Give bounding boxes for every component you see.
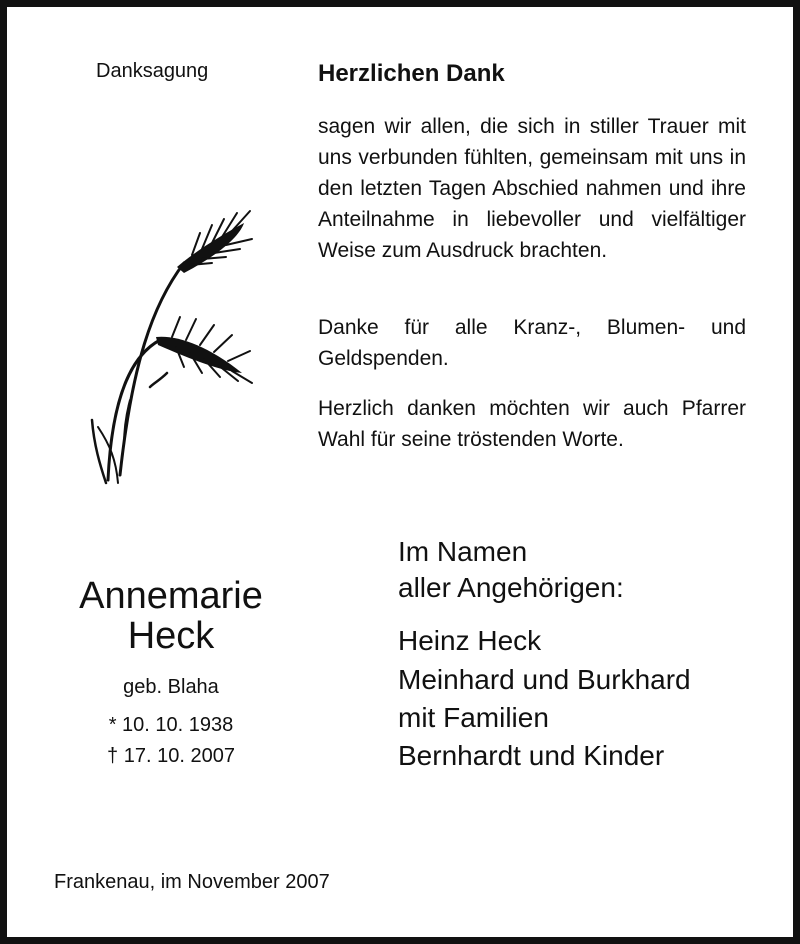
- notice-kicker: Danksagung: [96, 60, 209, 82]
- deceased-death-date: † 17. 10. 2007: [107, 745, 235, 767]
- family-intro-line-1: Im Namen: [398, 536, 528, 567]
- place-date-footer: Frankenau, im November 2007: [54, 871, 330, 893]
- family-member: Heinz Heck: [398, 625, 542, 656]
- deceased-birth-date: * 10. 10. 1938: [108, 714, 234, 736]
- family-member: Bernhardt und Kinder: [398, 740, 665, 771]
- deceased-first-name: Annemarie: [79, 575, 263, 617]
- family-intro-line-2: aller Angehörigen:: [398, 572, 624, 603]
- deceased-last-name: Heck: [127, 615, 215, 657]
- wheat-ears-icon: [72, 205, 262, 490]
- notice-heading: Herzlichen Dank: [318, 60, 505, 87]
- family-member: mit Familien: [398, 702, 549, 733]
- thanks-paragraph-2: Danke für alle Kranz-, Blumen- und Geldspenden.: [318, 316, 746, 370]
- family-member: Meinhard und Burkhard: [398, 664, 691, 695]
- deceased-born-name: geb. Blaha: [123, 676, 219, 698]
- thanks-paragraph-3: Herzlich danken möchten wir auch Pfarrer Wahl für seine tröstenden Worte.: [318, 397, 746, 451]
- thanks-paragraph-1: sagen wir allen, die sich in stiller Trauer mit uns verbunden fühlten, gemeinsam mit uns in den letzten Tagen Abschied nahmen und ihre Anteilnahme in liebevoller und vielfältiger Weise zum Ausdruck brachten.: [318, 115, 746, 262]
